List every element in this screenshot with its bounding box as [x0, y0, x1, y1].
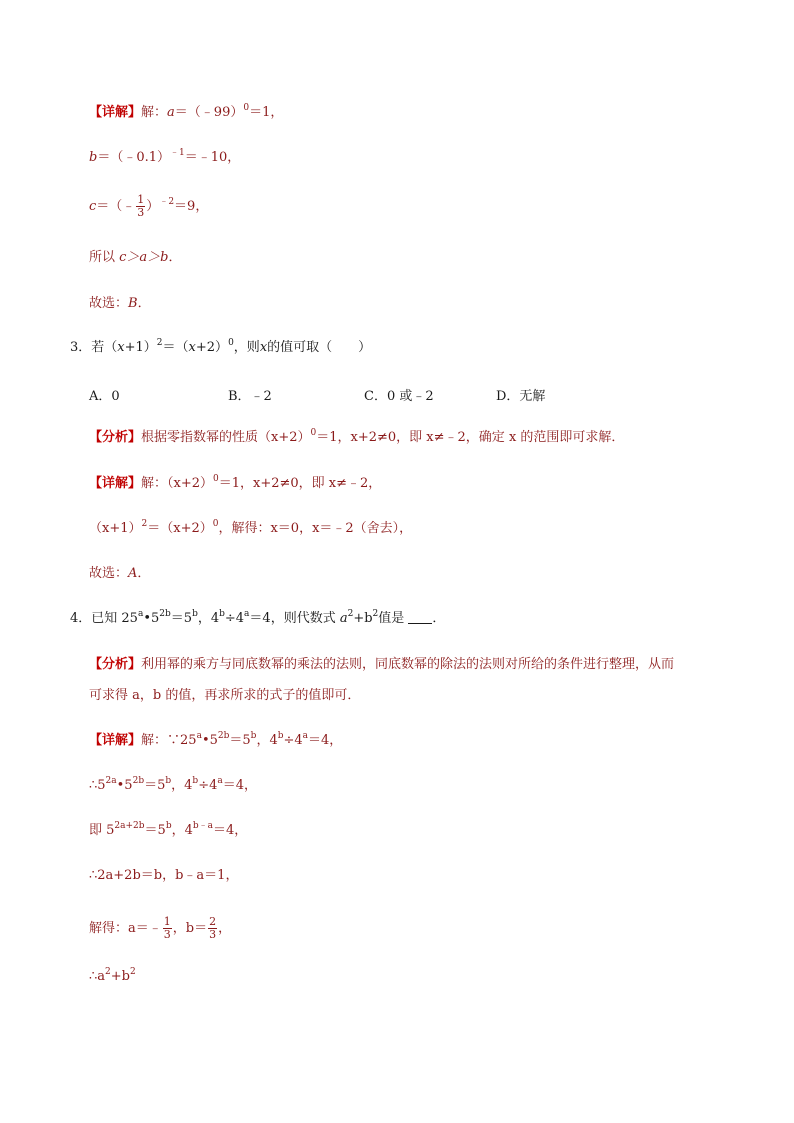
p2-detail-line4: 所以 c＞a＞b．: [89, 250, 182, 265]
q3-detail-line1: 【详解】解：$(x+2)^0=1$，x+2≠0，即 x≠﹣2，: [89, 474, 382, 491]
p2-detail-line3: c＝（﹣ $\frac{1}{3}$ ）$^{﹣2}$＝9，: [89, 193, 209, 219]
p2-detail-line2: b＝（﹣0.1）$^{﹣1}$＝﹣10，: [89, 148, 241, 165]
fraction: $\frac{1}{3}$: [163, 915, 171, 941]
q3-option-c: C．0 或﹣2: [364, 389, 434, 404]
q3-answer: 故选：A．: [89, 566, 151, 581]
q4-analysis-line2: 可求得 a，b 的值，再求所求的式子的值即可．: [89, 688, 361, 703]
q4-detail-line2: $\therefore 5^{2a}•5^{2b}=5^b$，$4^b\div 4^a=4$，: [89, 776, 258, 793]
q4-detail-line4: ∴2a+2b＝b，b﹣a＝1，: [89, 868, 239, 883]
p2-answer: 故选：B．: [89, 296, 151, 311]
q3-stem: 3．若$(x+1)^2=(x+2)^0$，则x的值可取（ ）: [70, 338, 372, 355]
q4-detail-line5: 解得：a＝﹣ $\frac{1}{3}$ ，b＝ $\frac{2}{3}$ ，: [89, 915, 232, 941]
q4-detail-line1: 【详解】解：$\because 25^a•5^{2b}=5^b$，$4^b\div 4^a=4$，: [89, 731, 343, 748]
q3-option-b: B．﹣2: [228, 389, 272, 404]
analysis-tag: 【分析】: [89, 657, 142, 672]
fraction: $\frac{2}{3}$: [209, 915, 217, 941]
q3-option-a: A．0: [89, 389, 120, 404]
q3-option-d: D．无解: [496, 389, 546, 404]
fraction: $\frac{1}{3}$: [137, 193, 145, 219]
detail-tag: 【详解】: [89, 105, 142, 120]
q3-analysis: 【分析】根据零指数幂的性质$(x+2)^0=1$，x+2≠0，即 x≠﹣2，确定 x 的范围即可求解．: [89, 428, 625, 445]
q4-stem: 4．已知 $25^a•5^{2b}=5^b$，$4^b\div 4^a=4$，则代数式 $a^2+b^2$值是 ．: [70, 609, 446, 626]
detail-tag: 【详解】: [89, 476, 142, 491]
detail-tag: 【详解】: [89, 733, 142, 748]
p2-detail-line1: 【详解】解：a＝（﹣99）$^0$＝1，: [89, 103, 284, 120]
q3-detail-line2: $(x+1)^2=(x+2)^0$，解得：x＝0，x＝﹣2（舍去），: [89, 519, 413, 536]
q4-analysis-line1: 【分析】利用幂的乘方与同底数幂的乘法的法则，同底数幂的除法的法则对所给的条件进行整理，从而: [89, 657, 675, 672]
answer-blank: [408, 611, 432, 624]
q4-detail-line3: 即 $5^{2a+2b}=5^b$，$4^{b﹣a}=4$，: [89, 821, 248, 838]
q4-detail-line6: $\therefore a^2+b^2$: [89, 967, 136, 984]
analysis-tag: 【分析】: [89, 430, 142, 445]
